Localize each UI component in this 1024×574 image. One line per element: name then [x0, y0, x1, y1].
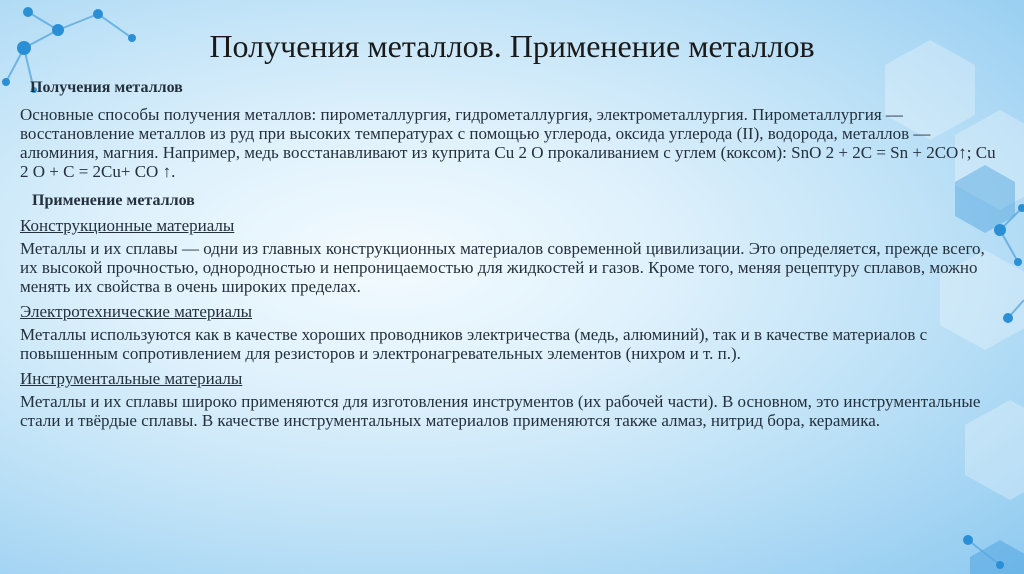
paragraph-electrical: Металлы используются как в качестве хороших проводников электричества (медь, алюминий), так и в качестве материалов с повышенным сопротивлением для резисторов и электронагревательных элементов (нихром и т. п.). [20, 325, 928, 363]
subheading-tools: Инструментальные материалы [20, 369, 243, 388]
slide-title: Получения металлов. Применение металлов [209, 28, 815, 64]
subheading-electrical: Электротехнические материалы [20, 302, 253, 321]
production-paragraph: Основные способы получения металлов: пирометаллургия, гидрометаллургия, электрометаллургия. Пирометаллургия — восстановление металлов из руд при высоких температурах с помощью углерода, оксида углерода (II), водорода, металлов — алюминия, магния. Например, медь восстанавливают из куприта Cu 2 O прокаливанием с углем (коксом): SnO 2 + 2C = Sn + 2CO↑; Cu 2 O + C = 2Cu+ CO ↑. [20, 105, 996, 181]
section-heading-application: Применение металлов [32, 192, 195, 209]
slide-content [20, 78, 1005, 436]
subheading-construction: Конструкционные материалы [20, 216, 235, 235]
section-heading-production: Получения металлов [30, 79, 183, 96]
paragraph-tools: Металлы и их сплавы широко применяются для изготовления инструментов (их рабочей части). В основном, это инструментальные стали и твёрдые сплавы. В качестве инструментальных материалов применяются также алмаз, нитрид бора, керамика. [20, 392, 981, 430]
paragraph-construction: Металлы и их сплавы — одни из главных конструкционных материалов современной цивилизации. Это определяется, прежде всего, их высокой прочностью, однородностью и непроницаемостью для жидкостей и газов. Кроме того, меняя рецептуру сплавов, можно менять их свойства в очень широких пределах. [20, 239, 985, 296]
